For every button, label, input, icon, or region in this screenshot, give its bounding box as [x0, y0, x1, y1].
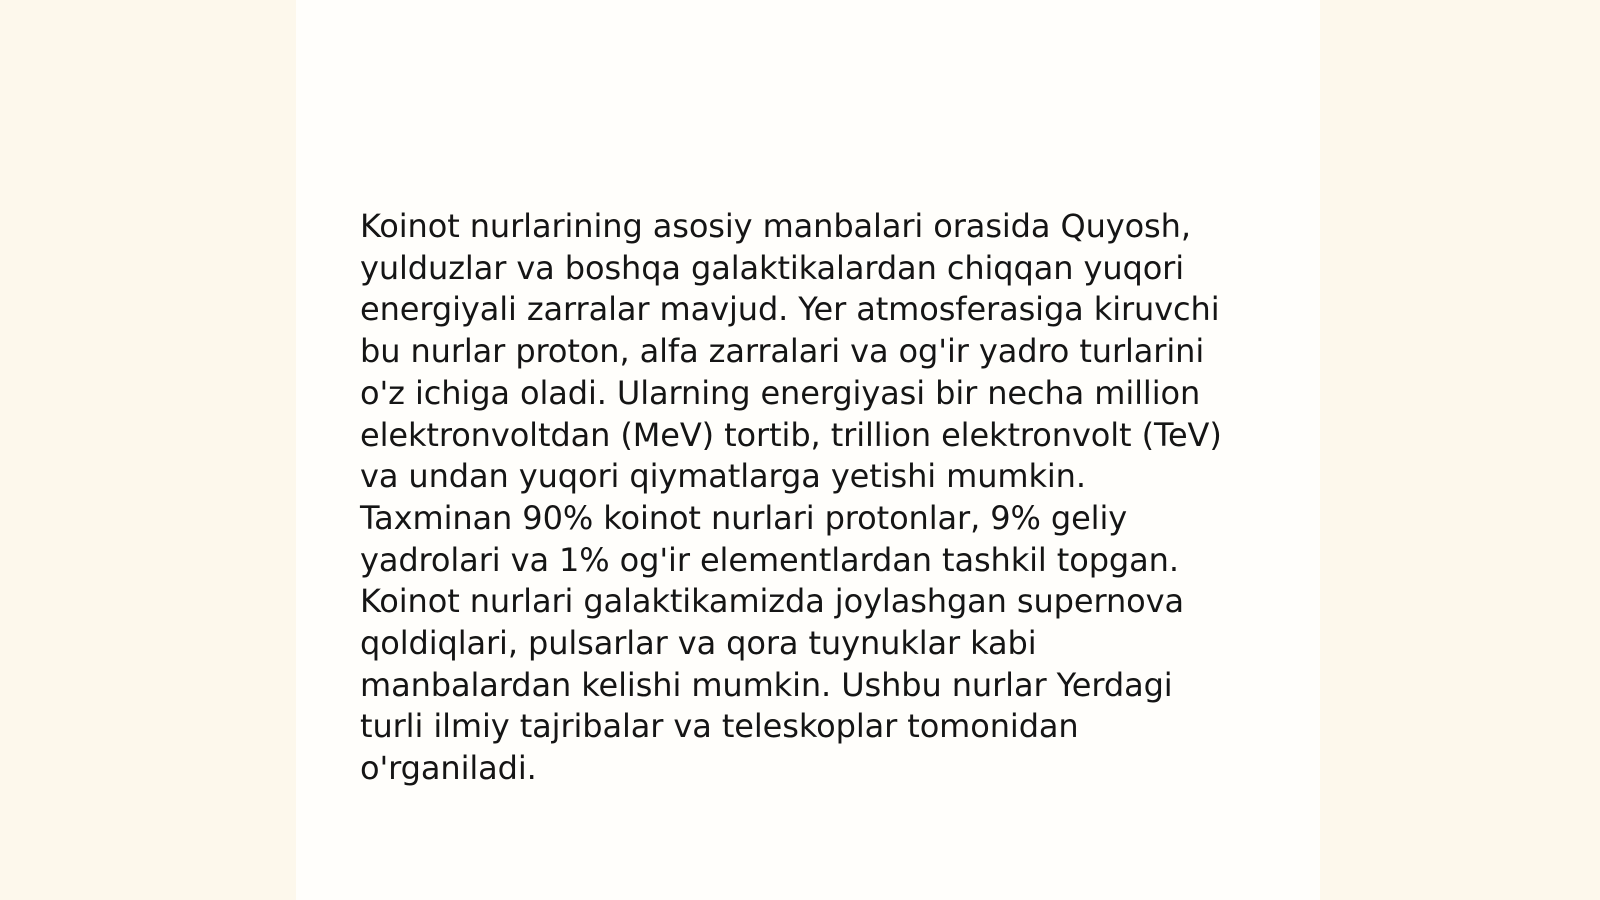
body-line: qoldiqlari, pulsarlar va qora tuynuklar kabi — [360, 624, 1037, 663]
body-line: o'z ichiga oladi. Ularning energiyasi bir necha million — [360, 373, 1201, 412]
body-line: yulduzlar va boshqa galaktikalardan chiqqan yuqori — [360, 248, 1185, 287]
body-line: yadrolari va 1% og'ir elementlardan tashkil topgan. — [360, 540, 1179, 579]
body-line: turli ilmiy tajribalar va teleskoplar tomonidan — [360, 707, 1079, 746]
body-line: va undan yuqori qiymatlarga yetishi mumkin. — [360, 457, 1086, 496]
body-line: Koinot nurlari galaktikamizda joylashgan supernova — [360, 582, 1184, 621]
body-line: bu nurlar proton, alfa zarralari va og'ir yadro turlarini — [360, 332, 1205, 371]
body-line: elektronvoltdan (MeV) tortib, trillion elektronvolt (TeV) — [360, 415, 1222, 454]
body-line: energiyali zarralar mavjud. Yer atmosferasiga kiruvchi — [360, 290, 1220, 329]
body-line: Koinot nurlarining asosiy manbalari orasida Quyosh, — [360, 207, 1191, 245]
body-line: manbalardan kelishi mumkin. Ushbu nurlar Yerdagi — [360, 665, 1173, 704]
body-line: o'rganiladi. — [360, 749, 537, 788]
body-paragraph — [360, 206, 1260, 790]
body-line: Taxminan 90% koinot nurlari protonlar, 9% geliy — [360, 498, 1128, 537]
slide-page — [296, 0, 1320, 900]
